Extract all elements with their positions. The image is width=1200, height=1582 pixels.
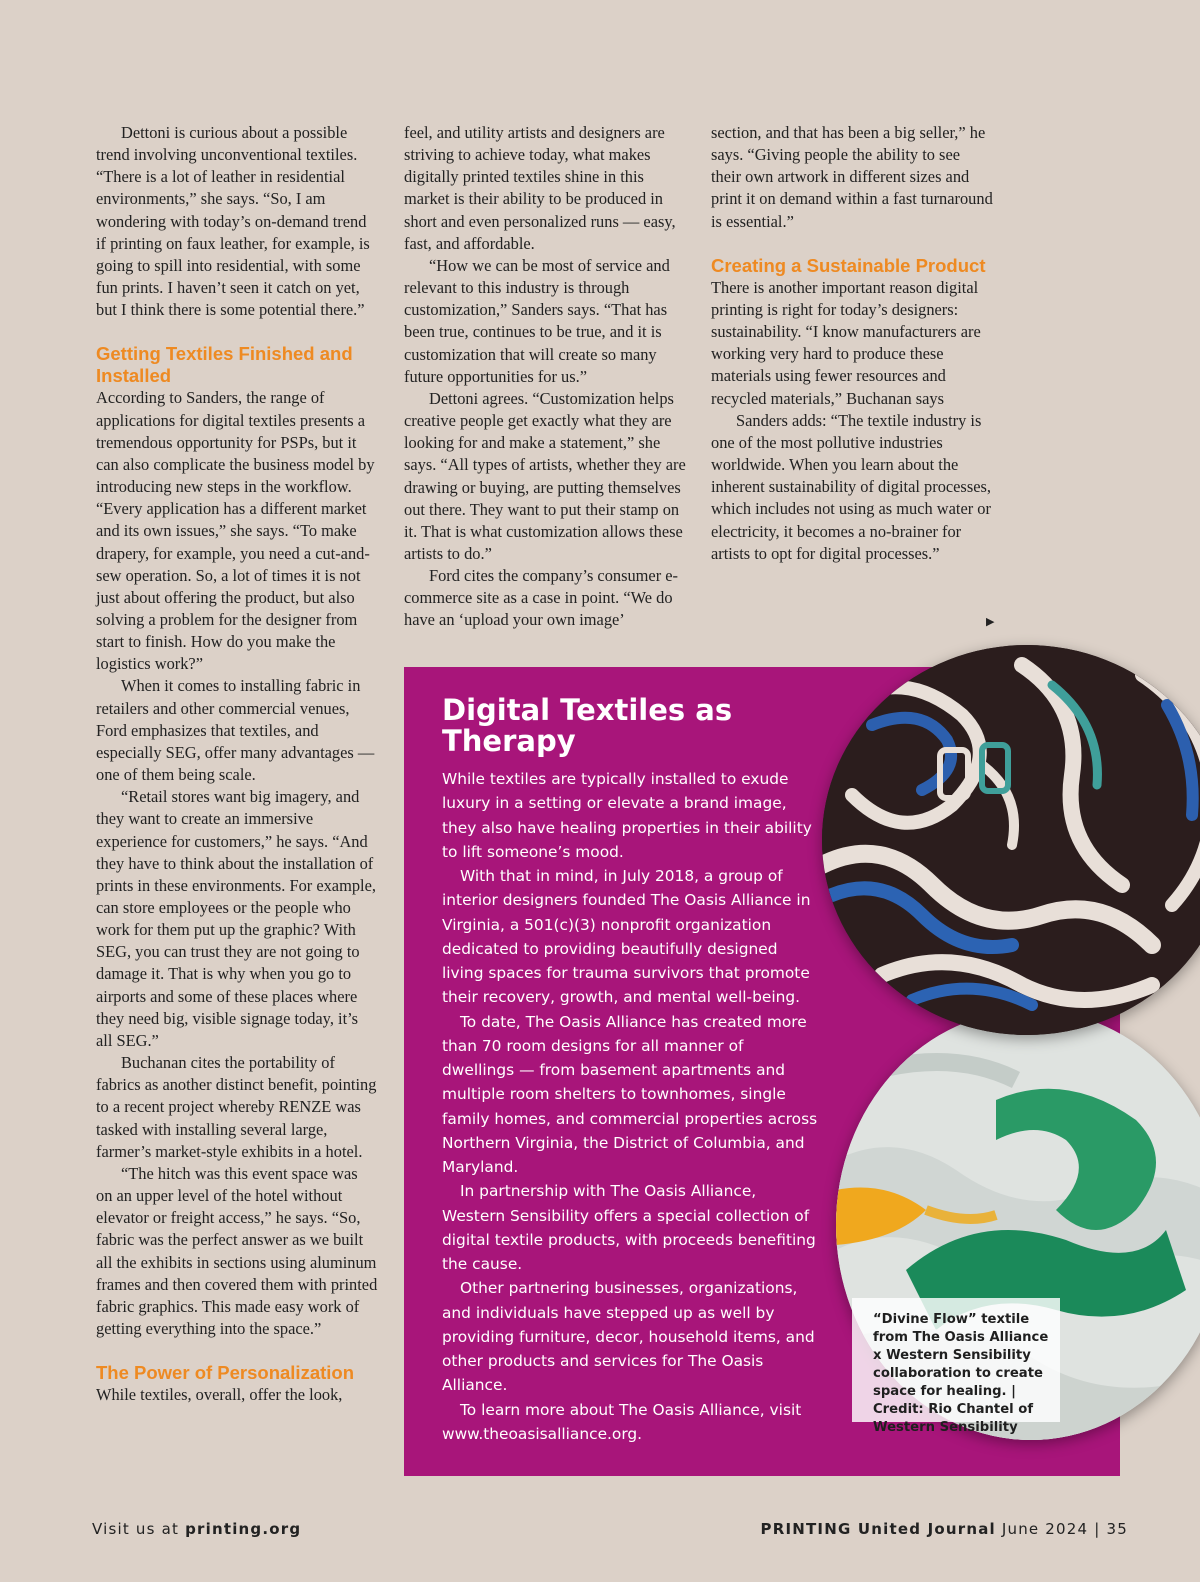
sidebar-title: Digital Textiles as Therapy <box>442 693 733 758</box>
footer-right <box>761 1520 1128 1538</box>
section-heading: Getting Textiles Finished and Installed <box>96 343 353 387</box>
photo-caption <box>852 1298 1060 1435</box>
sidebar-paragraph: Other partnering businesses, organizations, and individuals have stepped up as well by providing furniture, decor, household items, and other products and services for The Oasis Alliance. <box>442 1279 815 1395</box>
section-heading: The Power of Personalization <box>96 1362 355 1384</box>
body-paragraph: Sanders adds: “The textile industry is one of the most pollutive industries worldwide. When you learn about the inherent sustainability of digital processes, which includes not using as much water or electricity, it becomes a no-brainer for artists to opt for digital processes.” <box>711 410 991 563</box>
article-column-2 <box>404 122 686 632</box>
body-paragraph: feel, and utility artists and designers are striving to achieve today, what makes digitally printed textiles shine in this market is their ability to be produced in short and even personalized runs — easy, fast, and affordable. <box>404 123 676 253</box>
footer-separator: | <box>1094 1520 1101 1538</box>
continue-arrow-icon: ▶ <box>986 616 995 628</box>
body-paragraph: section, and that has been a big seller,” he says. “Giving people the ability to see their own artwork in different sizes and print it on demand within a fast turnaround is essential.” <box>711 123 993 231</box>
body-paragraph: Dettoni is curious about a possible trend involving unconventional textiles. “There is a lot of leather in residential environments,” she says. “So, I am wondering with today’s on-demand trend if printing on faux leather, for example, is going to spill into residential, with some fun prints. I haven’t seen it catch on yet, but I think there is some potential there.” <box>96 123 370 320</box>
sidebar-body <box>442 767 820 1446</box>
body-paragraph: There is another important reason digital printing is right for today’s designers: sustainability. “I know manufacturers are working very hard to produce these materials using fewer resources and recycled materials,” Buchanan says <box>711 277 981 408</box>
sidebar-paragraph: While textiles are typically installed to exude luxury in a setting or elevate a brand image, they also have healing properties in their ability to lift someone’s mood. <box>442 770 812 861</box>
publication-name: PRINTING United Journal <box>760 1520 996 1538</box>
article-column-1 <box>96 122 378 1406</box>
footer-website-link[interactable]: printing.org <box>185 1520 302 1538</box>
body-paragraph: “The hitch was this event space was on an upper level of the hotel without elevator or freight access,” he says. “So, fabric was the perfect answer as we built all the exhibits in sections using aluminum frames and then covered them with printed fabric graphics. This made easy work of getting everything into the space.” <box>96 1163 378 1338</box>
article-column-3 <box>711 122 993 565</box>
body-paragraph: While textiles, overall, offer the look, <box>96 1385 343 1405</box>
body-paragraph: “How we can be most of service and relevant to this industry is through customization,” Sanders says. “That has been true, continues to be true, and it is customization that will create so many future opportunities for us.” <box>404 255 670 386</box>
footer-left <box>92 1520 301 1538</box>
sidebar-paragraph: To learn more about The Oasis Alliance, visit www.theoasisalliance.org. <box>442 1400 802 1443</box>
body-paragraph: Ford cites the company’s consumer e-commerce site as a case in point. “We do have an ‘upload your own image’ <box>404 566 678 630</box>
body-paragraph: “Retail stores want big imagery, and they want to create an immersive experience for customers,” he says. “And they have to think about the installation of prints in these environments. For example, can store employees or the people who work for them put up the graphic? With SEG, you can trust they are not going to damage it. That is why when you go to airports and some of these places where they need big, visible signage today, it’s all SEG.” <box>96 787 376 1050</box>
body-paragraph: When it comes to installing fabric in retailers and other commercial venues, Ford emphasizes that textiles, and especially SEG, offer many advantages — one of them being scale. <box>96 676 375 785</box>
caption-text: “Divine Flow” textile from The Oasis Alliance x Western Sensibility collaboration to create space for healing. | Credit: Rio Chantel of Western Sensibility <box>873 1312 1049 1435</box>
sidebar-paragraph: To date, The Oasis Alliance has created more than 70 room designs for all manner of dwellings — from basement apartments and multiple room shelters to townhomes, single family homes, and commercial properties across Northern Virginia, the District of Columbia, and Maryland. <box>442 1012 818 1176</box>
body-paragraph: Buchanan cites the portability of fabrics as another distinct benefit, pointing to a recent project whereby RENZE was tasked with installing several large, farmer’s market-style exhibits in a hotel. <box>96 1053 377 1161</box>
body-paragraph: Dettoni agrees. “Customization helps creative people get exactly what they are looking for and make a statement,” she says. “All types of artists, whether they are drawing or buying, are putting themselves out there. They want to put their stamp on it. That is what customization allows these artists to do.” <box>404 388 686 563</box>
page-number: 35 <box>1100 1520 1128 1538</box>
footer-visit-label: Visit us at <box>92 1520 186 1538</box>
issue-date: June 2024 <box>995 1520 1095 1538</box>
sidebar-paragraph: In partnership with The Oasis Alliance, Western Sensibility offers a special collection of digital textile products, with proceeds benefiting the cause. <box>442 1182 816 1273</box>
sidebar-paragraph: With that in mind, in July 2018, a group of interior designers founded The Oasis Alliance in Virginia, a 501(c)(3) nonprofit organization dedicated to providing beautifully designed living spaces for trauma survivors that promote their recovery, growth, and mental well-being. <box>442 867 811 1007</box>
section-heading: Creating a Sustainable Product <box>711 254 986 276</box>
body-paragraph: According to Sanders, the range of applications for digital textiles presents a tremendous opportunity for PSPs, but it can also complicate the business model by introducing new steps in the workflow. “Every application has a different market and its own issues,” she says. “To make drapery, for example, you need a cut-and-sew operation. So, a lot of times it is not just about offering the product, but also solving a problem for the designer from start to finish. How do you make the logistics work?” <box>96 388 375 674</box>
